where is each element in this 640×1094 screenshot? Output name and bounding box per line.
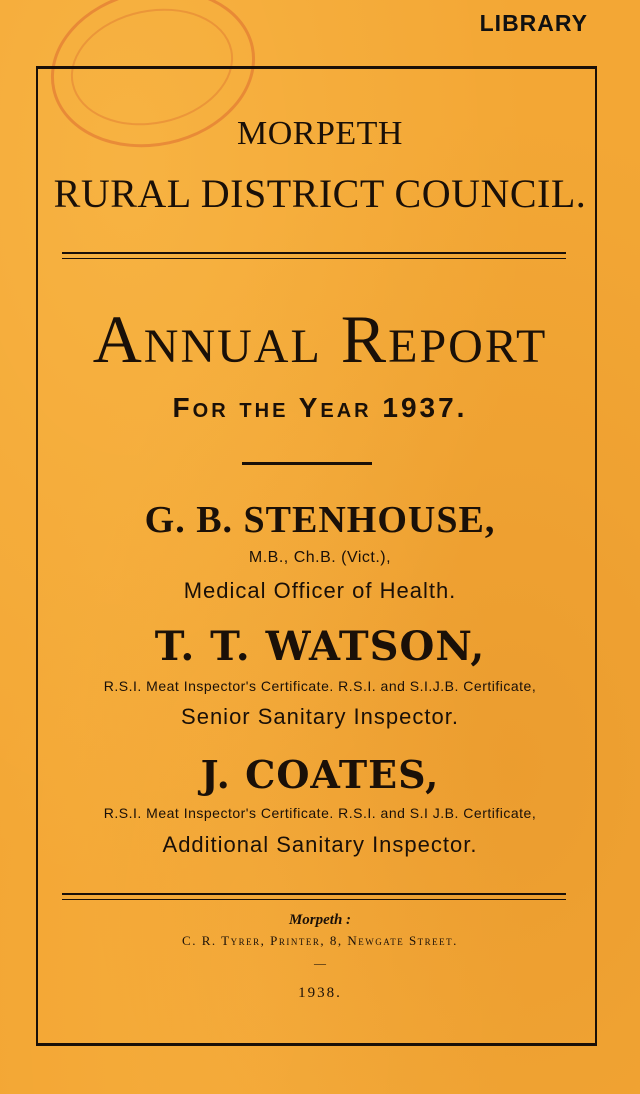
officer-role-2: Senior Sanitary Inspector. (181, 704, 459, 729)
officer-name-3: J. COATES, (200, 752, 440, 797)
report-subtitle: For the Year 1937. (172, 392, 468, 423)
council-name-line1: MORPETH (237, 115, 403, 152)
library-label: LIBRARY (479, 10, 588, 36)
report-title: Annual Report (92, 301, 548, 377)
officer-qualifications-3: R.S.I. Meat Inspector's Certificate. R.S.I. and S.I J.B. Certificate, (103, 805, 537, 821)
officer-name-2: T. T. WATSON, (154, 623, 486, 670)
officer-qualifications-2: R.S.I. Meat Inspector's Certificate. R.S.I. and S.I.J.B. Certificate, (103, 678, 537, 694)
council-name-line2: RURAL DISTRICT COUNCIL. (53, 171, 587, 216)
double-rule-top (62, 252, 566, 259)
officer-role-3: Additional Sanitary Inspector. (162, 832, 478, 857)
officer-qualifications-1: M.B., Ch.B. (Vict.), (248, 549, 392, 566)
officer-role-1: Medical Officer of Health. (183, 578, 457, 603)
imprint-printer: C. R. Tyrer, Printer, 8, Newgate Street. (182, 933, 458, 948)
double-rule-bottom (62, 893, 566, 900)
short-rule (242, 462, 372, 465)
imprint-year: 1938. (298, 985, 342, 1001)
imprint-dash: — (314, 956, 326, 970)
imprint-place: Morpeth : (288, 912, 352, 928)
officer-name-1: G. B. STENHOUSE, (144, 499, 496, 541)
